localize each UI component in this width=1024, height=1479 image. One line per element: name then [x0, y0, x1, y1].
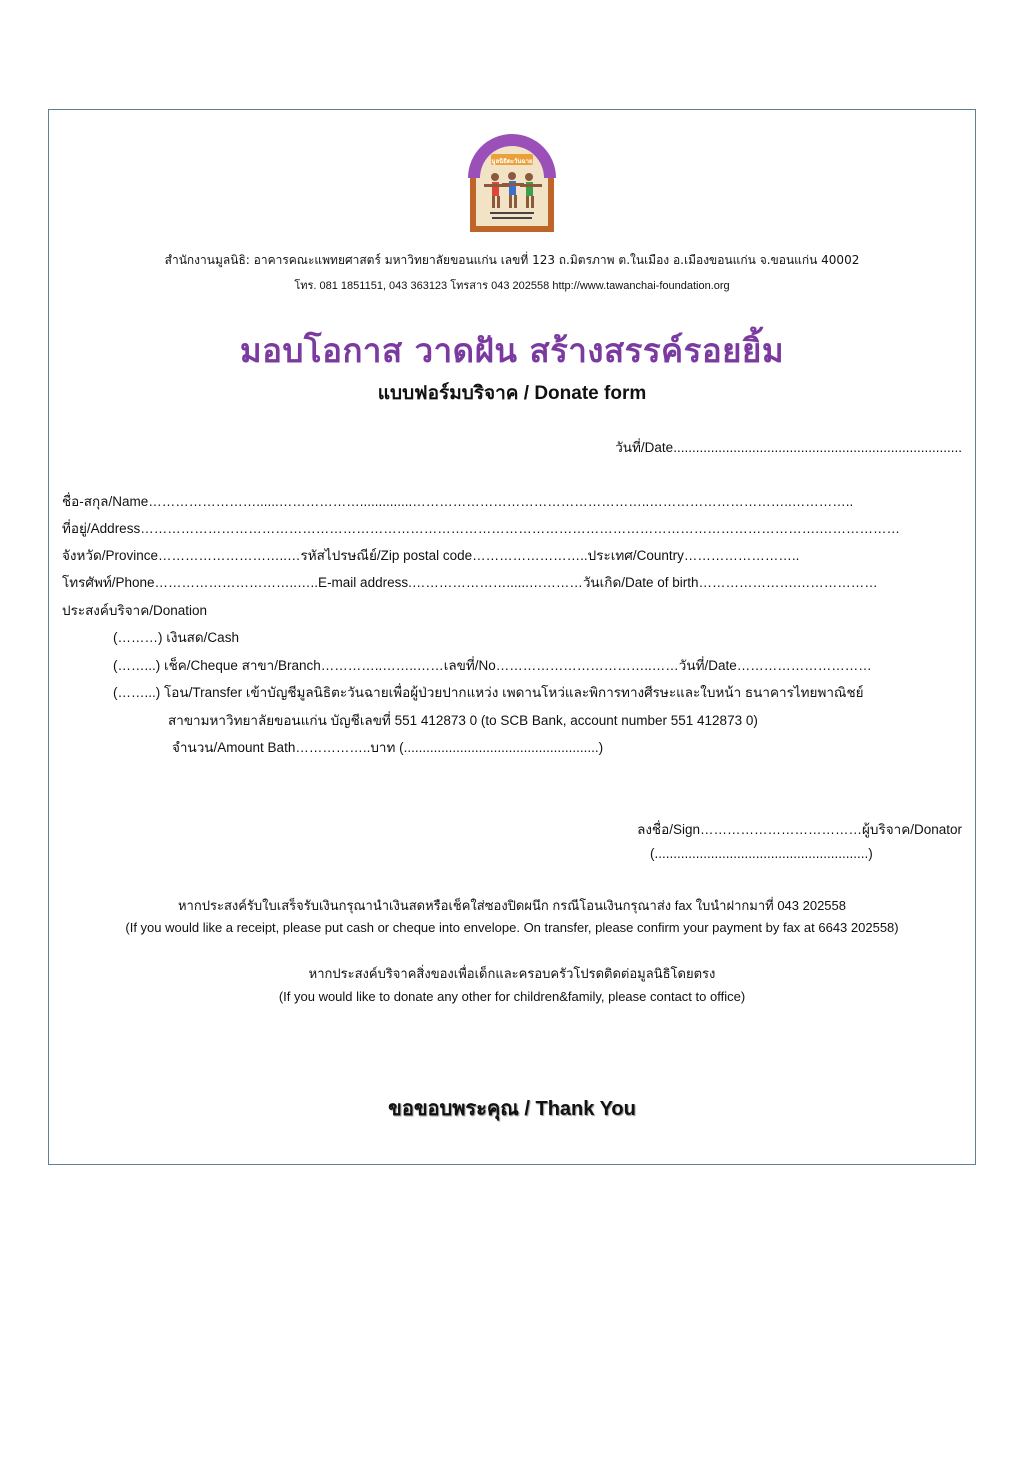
province-zip-country-field[interactable]: จังหวัด/Province………………………..…รหัสไปรษณีย์/Zip postal code……………………..ประเทศ/Country……………………..: [62, 548, 800, 563]
donation-label: ประสงค์บริจาค/Donation: [62, 603, 208, 618]
logo-text: มูลนิธิตะวันฉาย: [491, 158, 533, 165]
cheque-option[interactable]: (……...) เช็ค/Cheque สาขา/Branch…………..……..……เลขที่/No……………………………..……วันที่/Date…………………………: [113, 658, 872, 673]
foundation-logo: [464, 132, 560, 234]
amount-field[interactable]: จำนวน/Amount Bath……………..บาท (....................................................): [172, 740, 604, 755]
address-field[interactable]: ที่อยู่/Address…………………………………………………………………………………………………………………………………….………………: [62, 521, 900, 536]
contact-phone: โทร. 081 1851151, 043 363123 โทรสาร 043 202558: [294, 280, 553, 292]
foundation-contact: [0, 276, 1024, 294]
signature-field[interactable]: ลงชื่อ/Sign………………………………ผู้บริจาค/Donator: [637, 822, 962, 837]
bank-account-info: สาขามหาวิทยาลัยขอนแก่น บัญชีเลขที่ 551 412873 0 (to SCB Bank, account number 551 412873 0): [168, 713, 758, 728]
thank-you: ขอขอบพระคุณ / Thank You: [388, 1098, 636, 1120]
website-link[interactable]: http://www.tawanchai-foundation.org: [552, 280, 730, 292]
signature-name-field[interactable]: (.........................................................): [650, 846, 873, 861]
transfer-option[interactable]: (……...) โอน/Transfer เข้าบัญชีมูลนิธิตะวันฉายเพื่อผู้ป่วยปากแหว่ง เพดานโหว่และพิการทางศีรษะและใบหน้า ธนาคารไทยพาณิชย์: [113, 685, 864, 700]
receipt-note-thai: หากประสงค์รับใบเสร็จรับเงินกรุณานำเงินสดหรือเช็คใส่ซองปิดผนึก กรณีโอนเงินกรุณาส่ง fax ใบนำฝากมาที่ 043 202558: [177, 898, 846, 913]
name-field[interactable]: ชื่อ-สกุล/Name……………………......………………..............……………………………………………..…………………………..…………..: [62, 494, 854, 509]
cash-option[interactable]: (………) เงินสด/Cash: [113, 630, 239, 645]
gift-note-english: (If you would like to donate any other for children&family, please contact to office): [278, 989, 746, 1004]
receipt-note-english: (If you would like a receipt, please put cash or cheque into envelope. On transfer, please confirm your payment by fax at 6643 202558): [125, 920, 899, 935]
foundation-address: สำนักงานมูลนิธิ: อาคารคณะแพทยศาสตร์ มหาวิทยาลัยขอนแก่น เลขที่ 123 ถ.มิตรภาพ ต.ในเมือง อ.เมืองขอนแก่น จ.ขอนแก่น 40002: [164, 253, 860, 267]
form-title: แบบฟอร์มบริจาค / Donate form: [377, 383, 647, 404]
gift-note-thai: หากประสงค์บริจาคสิ่งของเพื่อเด็กและครอบครัวโปรดติดต่อมูลนิธิโดยตรง: [308, 966, 716, 981]
headline: มอบโอกาส วาดฝัน สร้างสรรค์รอยยิ้ม: [239, 331, 785, 370]
date-field[interactable]: วันที่/Date.............................................................................: [615, 440, 962, 455]
phone-email-birthdate-field[interactable]: โทรศัพท์/Phone…………………………..…..E-mail address.…………………......…………วันเกิด/Date of birth………………….………………: [62, 575, 878, 590]
